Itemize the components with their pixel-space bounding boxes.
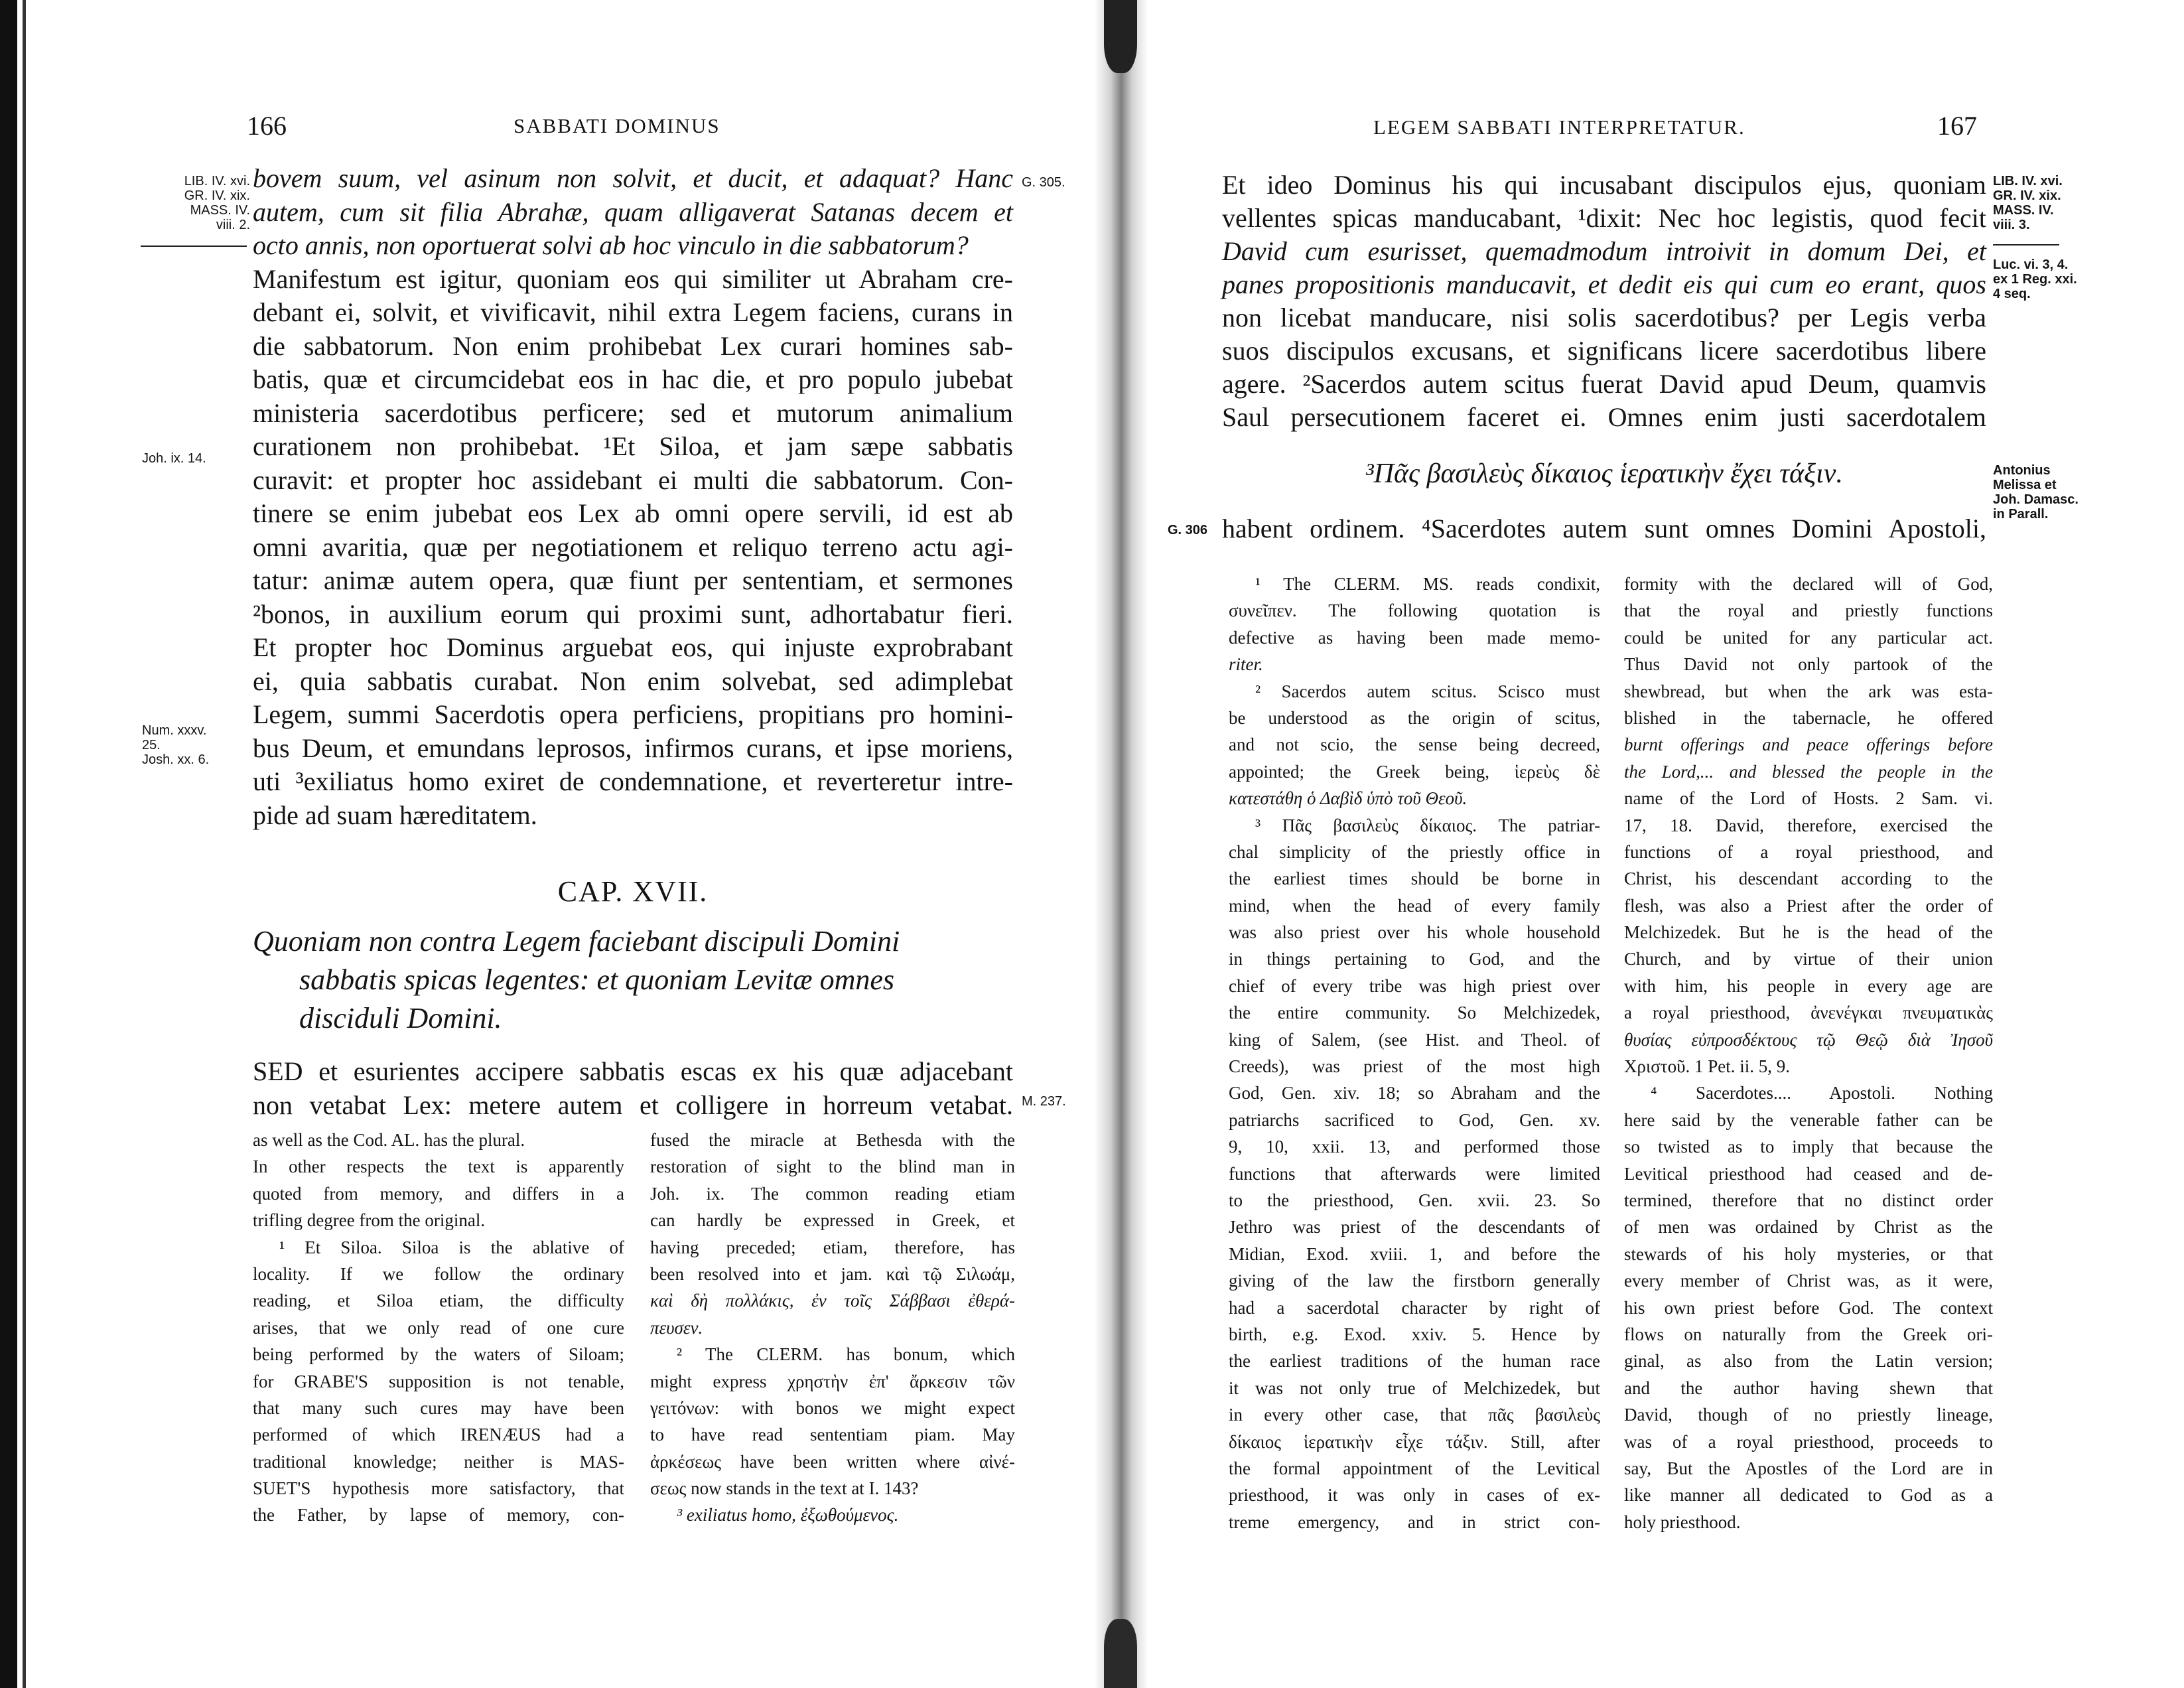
footnote-line: flows on naturally from the Greek ori-: [1624, 1324, 1993, 1344]
left-margin-john-ref: Joh. ix. 14.: [142, 451, 206, 466]
right-margin-g-ref: G. 306: [1168, 523, 1208, 537]
body-line: Saul persecutionem faceret ei. Omnes enim justi sacerdotalem: [1222, 402, 1986, 432]
body-line: curavit: et propter hoc assidebant ei multi die sabbatorum. Con-: [253, 464, 1013, 495]
footnote-line: that the royal and priestly functions: [1624, 600, 1993, 621]
footnote-line: had a sacerdotal character by right of: [1229, 1297, 1600, 1318]
footnote-line: blished in the tabernacle, he offered: [1624, 707, 1993, 728]
footnote-line: mind, when the head of every family: [1229, 895, 1600, 916]
footnote-line: In other respects the text is apparently: [253, 1157, 624, 1177]
footnote-line: performed of which IRENÆUS had a: [253, 1425, 624, 1445]
left-body-text: [253, 162, 1013, 832]
footnote-line: could be united for any particular act.: [1624, 627, 1993, 648]
footnote-line: as well as the Cod. AL. has the plural.: [253, 1130, 525, 1150]
footnote-line: ¹ Et Siloa. Siloa is the ablative of: [279, 1237, 624, 1257]
footnote-line: name of the Lord of Hosts. 2 Sam. vi.: [1624, 788, 1993, 809]
footnote-line: defective as having been made memo-: [1229, 627, 1600, 648]
footnote-line: Χριστοῦ. 1 Pet. ii. 5, 9.: [1624, 1056, 1791, 1077]
footnote-line: the earliest times should be borne in: [1229, 869, 1600, 889]
body-line: batis, quæ et circumcidebat eos in hac die, et pro populo jubebat: [253, 364, 1013, 394]
body-line: Legem, summi Sacerdotis opera perficiens, propitians pro homini-: [253, 699, 1013, 729]
body-line: David cum esurisset, quemadmodum introivit in domum Dei, et: [1222, 236, 1986, 266]
left-running-head: SABBATI DOMINUS: [513, 114, 720, 137]
footnote-line: Creeds), was priest of the most high: [1229, 1056, 1600, 1077]
footnote-line: stewards of his holy mysteries, or that: [1624, 1243, 1993, 1264]
body-line: non licebat manducare, nisi solis sacerdotibus? per Legis verba: [1222, 303, 1986, 332]
footnote-line: functions that afterwards were limited: [1229, 1163, 1600, 1184]
footnote-line: trifling degree from the original.: [253, 1210, 486, 1231]
body-line: non vetabat Lex: metere autem et colligere in horreum vetabat.: [253, 1090, 1013, 1120]
body-line: curationem non prohibebat. ¹Et Siloa, et jam sæpe sabbatis: [253, 431, 1013, 461]
footnote-line: here said by the venerable father can be: [1624, 1109, 1993, 1130]
footnote-line: locality. If we follow the ordinary: [253, 1263, 624, 1284]
footnote-line: ⁴ Sacerdotes.... Apostoli. Nothing: [1651, 1083, 1993, 1103]
footnote-line: ἀρκέσεως have been written where αἰνέ-: [650, 1451, 1015, 1472]
left-margin-rule: [141, 246, 247, 247]
footnote-line: with him, his people in every age are: [1624, 975, 1993, 996]
footnote-line: his own priest before God. The context: [1624, 1297, 1993, 1318]
body-line: ministeria sacerdotibus perficere; sed et mutorum animalium: [253, 397, 1013, 428]
footnote-line: the Father, by lapse of memory, con-: [253, 1505, 624, 1525]
footnote-line: reading, et Siloa etiam, the difficulty: [253, 1291, 624, 1311]
footnote-line: Levitical priesthood had ceased and de-: [1624, 1163, 1993, 1184]
footnote-line: arises, that we only read of one cure: [253, 1317, 624, 1338]
footnote-line: say, But the Apostles of the Lord are in: [1624, 1458, 1993, 1478]
body-line: tatur: animæ autem opera, quæ fiunt per sententiam, et sermones: [253, 565, 1013, 595]
footnote-line: καὶ δὴ πολλάκις, ἐν τοῖς Σάββασι ἐθερά-: [650, 1291, 1015, 1311]
chapter-title-line: sabbatis spicas legentes: et quoniam Levitæ omnes: [299, 963, 895, 996]
footnote-line: 9, 10, xxii. 13, and performed those: [1229, 1137, 1600, 1157]
book-spine-bottom: [1104, 1619, 1137, 1688]
footnote-line: ² Sacerdos autem scitus. Scisco must: [1255, 681, 1600, 701]
left-margin-book-ref: LIB. IV. xvi. GR. IV. xix. MASS. IV. viii. 2.: [184, 174, 250, 232]
footnote-line: chief of every tribe was high priest over: [1229, 975, 1600, 996]
footnote-line: and the author having shewn that: [1624, 1377, 1993, 1398]
footnote-line: Joh. ix. The common reading etiam: [650, 1183, 1015, 1204]
footnote-line: of men was ordained by Christ as the: [1624, 1217, 1993, 1237]
body-line: agere. ²Sacerdos autem scitus fuerat David apud Deum, quamvis: [1222, 369, 1986, 399]
scan-gutter-left: [0, 0, 17, 1688]
footnote-line: quoted from memory, and differs in a: [253, 1183, 624, 1204]
body-line: omni avaritia, quæ per negotiationem et reliquo terreno actu agi-: [253, 531, 1013, 562]
right-footnotes-col2: [1624, 571, 1993, 1535]
footnote-line: treme emergency, and in strict con-: [1229, 1512, 1600, 1532]
right-margin-rule: [1993, 244, 2059, 246]
body-line: SED et esurientes accipere sabbatis escas ex his quæ adjacebant: [253, 1056, 1013, 1086]
footnote-line: ginal, as also from the Latin version;: [1624, 1351, 1993, 1372]
body-line: debant ei, solvit, et vivificavit, nihil extra Legem faciens, curans in: [253, 297, 1013, 327]
footnote-line: SUET'S hypothesis more satisfactory, that: [253, 1478, 624, 1499]
footnote-line: ¹ The CLERM. MS. reads condixit,: [1255, 574, 1600, 594]
footnote-line: formity with the declared will of God,: [1624, 574, 1993, 594]
footnote-line: shewbread, but when the ark was esta-: [1624, 681, 1993, 701]
body-line: octo annis, non oportuerat solvi ab hoc vinculo in die sabbatorum?: [253, 230, 969, 260]
footnote-line: priesthood, it was only in cases of ex-: [1229, 1485, 1600, 1506]
footnote-line: Melchizedek. But he is the head of the: [1624, 922, 1993, 943]
footnote-line: be understood as the origin of scitus,: [1229, 707, 1600, 728]
footnote-line: ² The CLERM. has bonum, which: [677, 1344, 1015, 1365]
footnote-line: having preceded; etiam, therefore, has: [650, 1237, 1015, 1257]
footnote-line: can hardly be expressed in Greek, et: [650, 1210, 1015, 1231]
footnote-line: that many such cures may have been: [253, 1397, 624, 1418]
greek-quotation: ³Πᾶς βασιλεὺς δίκαιος ἱερατικὴν ἔχει τάξιν.: [1365, 458, 1843, 489]
footnote-line: Midian, Exod. xviii. 1, and before the: [1229, 1243, 1600, 1264]
footnote-line: traditional knowledge; neither is MAS-: [253, 1451, 624, 1472]
footnote-line: like manner all dedicated to God as a: [1624, 1485, 1993, 1506]
footnote-line: θυσίας εὐπροσδέκτους τῷ Θεῷ διὰ Ἰησοῦ: [1624, 1029, 1993, 1050]
body-line: ²bonos, in auxilium eorum qui proximi sunt, adhortabatur fieri.: [253, 598, 1013, 629]
body-line: uti ³exiliatus homo exiret de condemnatione, et reverteretur intre-: [253, 766, 1013, 796]
right-running-head: LEGEM SABBATI INTERPRETATUR.: [1373, 115, 1745, 139]
right-footnotes-col1: [1229, 571, 1600, 1535]
body-line: Et propter hoc Dominus arguebat eos, qui injuste exprobrabant: [253, 632, 1013, 662]
footnote-line: in things pertaining to God, and the: [1229, 949, 1600, 969]
footnote-line: holy priesthood.: [1624, 1512, 1741, 1532]
footnote-line: appointed; the Greek being, ἱερεὺς δὲ: [1229, 761, 1600, 782]
footnote-line: the earliest traditions of the human race: [1229, 1351, 1600, 1372]
footnote-line: functions of a royal priesthood, and: [1624, 841, 1993, 862]
chapter-title-line: Quoniam non contra Legem faciebant discipuli Domini: [253, 925, 900, 957]
footnote-line: every member of Christ was, as it were,: [1624, 1271, 1993, 1291]
left-footnotes-col2: [650, 1127, 1015, 1529]
body-line: tinere se enim jubebat eos Lex ab omni opere servili, id est ab: [253, 498, 1013, 528]
footnote-line: for GRABE'S supposition is not tenable,: [253, 1371, 624, 1391]
footnote-line: and not scio, the sense being decreed,: [1229, 735, 1600, 755]
footnote-line: the Lord,... and blessed the people in the: [1624, 761, 1993, 782]
right-margin-antonius-ref: Antonius Melissa et Joh. Damasc. in Parall.: [1993, 463, 2079, 522]
left-margin-g-ref: G. 305.: [1022, 175, 1065, 190]
footnote-line: γειτόνων: with bonos we might expect: [650, 1397, 1015, 1418]
footnote-line: ³ exiliatus homo, ἐξωθούμενος.: [677, 1505, 899, 1525]
scan-gutter-line: [23, 0, 26, 1688]
body-line: die sabbatorum. Non enim prohibebat Lex curari homines sab-: [253, 330, 1013, 361]
footnote-line: Christ, his descendant according to the: [1624, 869, 1993, 889]
chapter-body: [253, 1055, 1013, 1122]
footnote-line: chal simplicity of the priestly office in: [1229, 841, 1600, 862]
footnote-line: been resolved into et jam. καὶ τῷ Σιλωάμ,: [650, 1263, 1015, 1284]
footnote-line: a royal priesthood, ἀνενέγκαι πνευματικὰς: [1624, 1003, 1993, 1023]
footnote-line: the entire community. So Melchizedek,: [1229, 1003, 1600, 1023]
footnote-line: δίκαιος ἱερατικὴν εἶχε τάξιν. Still, after: [1229, 1431, 1600, 1452]
footnote-line: so twisted as to imply that because the: [1624, 1137, 1993, 1157]
footnote-line: ³ Πᾶς βασιλεὺς δίκαιος. The patriar-: [1255, 815, 1600, 835]
footnote-line: fused the miracle at Bethesda with the: [650, 1130, 1015, 1150]
chapter-title: [253, 922, 1013, 1038]
footnote-line: to the priesthood, Gen. xvii. 23. So: [1229, 1190, 1600, 1210]
body-line: vellentes spicas manducabant, ¹dixit: Nec hoc legistis, quod fecit: [1222, 203, 1986, 233]
body-line: bovem suum, vel asinum non solvit, et ducit, et adaquat? Hanc: [253, 163, 1013, 193]
book-spine-top: [1104, 0, 1137, 73]
right-margin-book-ref: LIB. IV. xvi. GR. IV. xix. MASS. IV. viii. 3.: [1993, 174, 2063, 232]
footnote-line: was of a royal priesthood, proceeds to: [1624, 1431, 1993, 1452]
footnote-line: Thus David not only partook of the: [1624, 654, 1993, 675]
footnote-line: David, though of no priestly lineage,: [1624, 1405, 1993, 1425]
chapter-title-line: disciduli Domini.: [299, 1002, 502, 1034]
footnote-line: in every other case, that πᾶς βασιλεὺς: [1229, 1405, 1600, 1425]
footnote-line: σεως now stands in the text at I. 143?: [650, 1478, 919, 1499]
body-line: ei, quia sabbatis curabat. Non enim solvebat, sed adimplebat: [253, 666, 1013, 696]
right-body-continuation: [1222, 512, 1986, 545]
footnote-line: patriarchs sacrificed to God, Gen. xv.: [1229, 1109, 1600, 1130]
left-page-number: 166: [247, 111, 287, 141]
chapter-heading: CAP. XVII.: [557, 875, 709, 908]
body-line: panes propositionis manducavit, et dedit eis qui cum eo erant, quos: [1222, 269, 1986, 299]
left-footnotes-col1: [253, 1127, 624, 1529]
book-spine-shadow: [1095, 0, 1148, 1688]
body-line: pide ad suam hæreditatem.: [253, 800, 537, 830]
footnote-line: κατεστάθη ὁ Δαβὶδ ὑπὸ τοῦ Θεοῦ.: [1229, 788, 1467, 809]
footnote-line: συνεῖπεν. The following quotation is: [1229, 600, 1600, 621]
footnote-line: might express χρηστὴν ἐπ' ἄρκεσιν τῶν: [650, 1371, 1015, 1391]
footnote-line: πευσεν.: [650, 1317, 703, 1338]
footnote-line: termined, therefore that no distinct order: [1624, 1190, 1993, 1210]
footnote-line: giving of the law the firstborn generally: [1229, 1271, 1600, 1291]
footnote-line: the formal appointment of the Levitical: [1229, 1458, 1600, 1478]
footnote-line: king of Salem, (see Hist. and Theol. of: [1229, 1029, 1600, 1050]
footnote-line: riter.: [1229, 654, 1263, 675]
left-margin-m-ref: M. 237.: [1022, 1094, 1066, 1109]
right-margin-luc-ref: Luc. vi. 3, 4. ex 1 Reg. xxi. 4 seq.: [1993, 257, 2077, 301]
footnote-line: it was not only true of Melchizedek, but: [1229, 1377, 1600, 1398]
body-line: habent ordinem. ⁴Sacerdotes autem sunt omnes Domini Apostoli,: [1222, 514, 1986, 543]
footnote-line: being performed by the waters of Siloam;: [253, 1344, 624, 1365]
body-line: Manifestum est igitur, quoniam eos qui similiter ut Abraham cre-: [253, 263, 1013, 294]
body-line: suos discipulos excusans, et significans licere sacerdotibus libere: [1222, 336, 1986, 366]
footnote-line: to have read sententiam piam. May: [650, 1425, 1015, 1445]
footnote-line: was also priest over his whole household: [1229, 922, 1600, 943]
footnote-line: Jethro was priest of the descendants of: [1229, 1217, 1600, 1237]
body-line: autem, cum sit filia Abrahæ, quam alligaverat Satanas decem et: [253, 196, 1013, 227]
footnote-line: God, Gen. xiv. 18; so Abraham and the: [1229, 1083, 1600, 1103]
right-page-number: 167: [1937, 111, 1977, 141]
footnote-line: birth, e.g. Exod. xxiv. 5. Hence by: [1229, 1324, 1600, 1344]
footnote-line: flesh, was also a Priest after the order of: [1624, 895, 1993, 916]
left-margin-num-ref: Num. xxxv. 25. Josh. xx. 6.: [142, 723, 210, 767]
footnote-line: restoration of sight to the blind man in: [650, 1157, 1015, 1177]
footnote-line: Church, and by virtue of their union: [1624, 949, 1993, 969]
body-line: bus Deum, et emundans leprosos, infirmos curans, et ipse moriens,: [253, 733, 1013, 763]
footnote-line: 17, 18. David, therefore, exercised the: [1624, 815, 1993, 835]
footnote-line: burnt offerings and peace offerings before: [1624, 735, 1993, 755]
body-line: Et ideo Dominus his qui incusabant discipulos ejus, quoniam: [1222, 170, 1986, 200]
right-body-text: [1222, 169, 1986, 434]
